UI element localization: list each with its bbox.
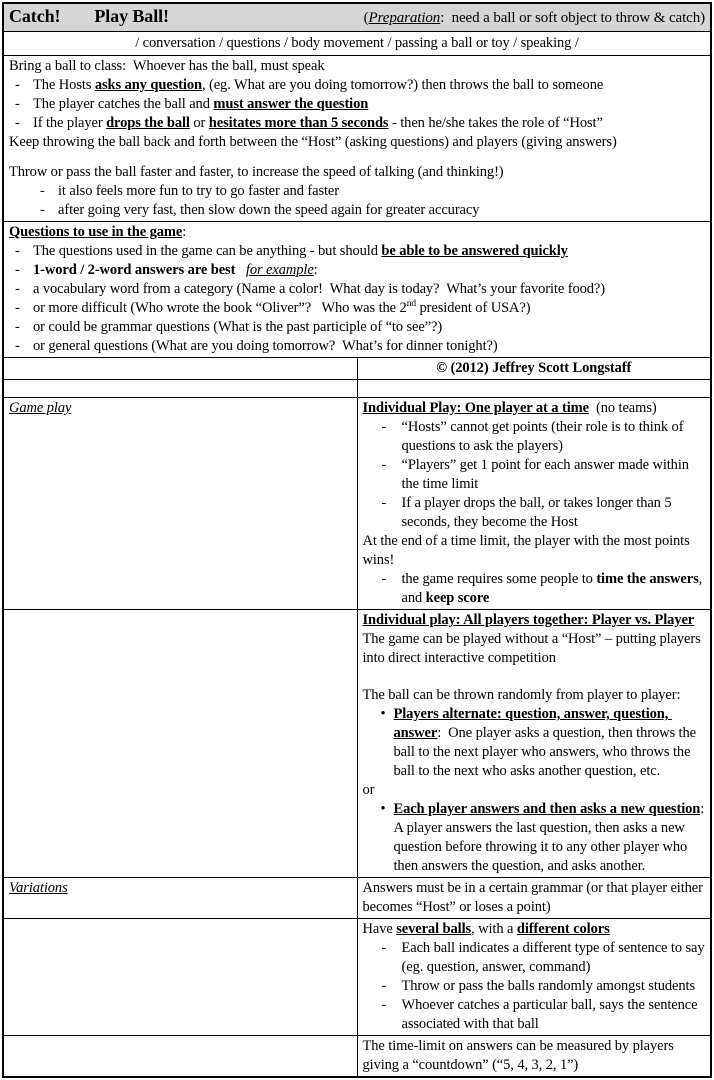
text-line	[15, 261, 705, 280]
variations-row-label: Variations	[9, 880, 68, 896]
bullet-text	[401, 939, 709, 977]
text-run: (no teams)	[588, 400, 657, 416]
bullet-marker: -	[381, 940, 387, 956]
text-run: © (2012) Jeffrey Scott Longstaff	[436, 360, 632, 376]
text-run: Individual Play: One player at a time	[362, 400, 589, 416]
title-catch: Catch!	[9, 6, 61, 26]
text-line	[15, 95, 705, 114]
text-run: time the answers	[596, 571, 699, 587]
text-line	[15, 76, 705, 95]
text-run: The time-limit on answers can be measured by players giving a “countdown” (“5, 4, 3, 2, 1”)	[362, 1038, 678, 1073]
text-run: several balls	[396, 921, 472, 937]
text-line	[15, 114, 705, 133]
bullet-marker: -	[15, 115, 20, 131]
player-vs-player-row-content-cell	[357, 610, 711, 878]
empty-row	[3, 380, 711, 398]
text-line	[363, 668, 706, 686]
bullet-text	[58, 201, 705, 220]
preparation-open-paren: (	[363, 10, 369, 26]
text-run: hesitates more than 5 seconds	[208, 115, 389, 131]
text-run: If a player drops the ball, or takes longer than 5 seconds, they become the Host	[401, 495, 676, 530]
bullet-marker: -	[15, 319, 20, 335]
bullet-marker: •	[380, 706, 386, 722]
text-line	[381, 705, 706, 781]
bullet-text	[402, 570, 706, 608]
topics-line: / conversation / questions / body movement / passing a ball or toy / speaking /	[135, 35, 579, 51]
text-run: or general questions (What are you doing tomorrow? What’s for dinner tonight?)	[33, 338, 498, 354]
bullet-marker: -	[15, 262, 20, 278]
text-run: a vocabulary word from a category (Name a color! What day is today? What’s your favorite food?)	[33, 281, 605, 297]
text-run: must answer the question	[213, 96, 369, 112]
text-line	[363, 611, 706, 630]
bullet-marker: -	[15, 300, 20, 316]
bullet-marker: •	[380, 801, 386, 817]
text-run: after going very fast, then slow down the speed again for greater accuracy	[58, 202, 480, 218]
bullet-text	[402, 456, 706, 494]
text-run: it also feels more fun to try to go faster and faster	[58, 183, 339, 199]
bullet-marker: -	[15, 281, 20, 297]
bullet-text	[394, 705, 706, 781]
text-line	[9, 133, 705, 152]
text-run: The game can be played without a “Host” – putting players into direct interactive competition	[362, 631, 705, 666]
text-run: :	[182, 224, 187, 240]
text-run: keep score	[425, 590, 490, 606]
text-line	[363, 381, 706, 396]
text-run: president of USA?)	[416, 300, 531, 316]
questions-row-content-cell	[3, 222, 711, 358]
text-line	[382, 418, 706, 456]
text-line	[363, 920, 706, 939]
game-play-row-content-cell	[357, 398, 711, 610]
text-line	[363, 532, 706, 570]
bullet-text	[402, 418, 706, 456]
preparation-label: Preparation	[368, 10, 441, 26]
text-line	[363, 879, 706, 917]
several-balls-row	[3, 919, 711, 1036]
variations-row-content-cell	[357, 878, 711, 919]
text-run: Each ball indicates a different type of sentence to say (eg. question, answer, command)	[401, 940, 709, 975]
text-run: Bring a ball to class: Whoever has the ball, must speak	[9, 58, 325, 74]
text-run: the game requires some people to	[401, 571, 597, 587]
text-run: Questions to use in the game	[9, 224, 183, 240]
text-run: The questions used in the game can be anything - but should	[33, 243, 382, 259]
text-run: Individual play: All players together: Player vs. Player	[362, 612, 695, 628]
countdown-row-label-cell	[3, 1036, 357, 1078]
bullet-text	[402, 977, 706, 996]
title-play-ball: Play Ball!	[94, 6, 169, 26]
header-content	[9, 7, 705, 28]
copyright-row-content-cell	[357, 358, 711, 380]
player-vs-player-row-label-cell	[3, 610, 357, 878]
text-run: The ball can be thrown randomly from player to player:	[362, 687, 681, 703]
variations-row	[3, 878, 711, 919]
several-balls-row-content-cell	[357, 919, 711, 1036]
document-body	[3, 3, 711, 1077]
copyright-row	[3, 358, 711, 380]
text-line	[363, 686, 706, 705]
text-run: or	[189, 115, 209, 131]
text-line	[9, 57, 705, 76]
topics-cell	[3, 32, 711, 56]
bullet-marker: -	[381, 571, 387, 587]
text-run: Keep throwing the ball back and forth between the “Host” (asking questions) and players (giving answers)	[9, 134, 617, 150]
text-line	[382, 570, 706, 608]
text-line	[15, 280, 705, 299]
game-play-row-label: Game play	[9, 400, 72, 416]
text-run: Throw or pass the ball faster and faster, to increase the speed of talking (and thinking!)	[9, 164, 504, 180]
preparation-note	[364, 9, 705, 28]
text-line	[9, 223, 705, 242]
text-run: The player catches the ball and	[33, 96, 214, 112]
text-run: or	[362, 782, 375, 798]
text-line	[363, 630, 706, 668]
preparation-text: : need a ball or soft object to throw & catch)	[440, 10, 705, 26]
bullet-text	[33, 242, 705, 261]
bullet-text	[33, 114, 705, 133]
text-line	[9, 152, 705, 163]
text-run: If the player	[33, 115, 107, 131]
text-run: At the end of a time limit, the player with the most points wins!	[362, 533, 694, 568]
bullet-text	[394, 800, 706, 876]
document-table	[2, 2, 712, 1078]
text-run: different colors	[516, 921, 610, 937]
text-run: Have	[362, 921, 397, 937]
bullet-marker: -	[381, 495, 387, 511]
bullet-marker: -	[381, 419, 387, 435]
bullet-text	[33, 261, 705, 280]
bullet-text	[33, 280, 705, 299]
game-play-row-label-cell	[3, 398, 357, 610]
bullet-text	[33, 76, 705, 95]
text-run: Players alternate: question, answer, question, answer	[393, 706, 672, 741]
text-run: - then he/she takes the role of “Host”	[388, 115, 603, 131]
text-line	[382, 996, 706, 1034]
bullet-marker: -	[381, 978, 387, 994]
game-play-row	[3, 398, 711, 610]
text-run: Each player answers and then asks a new question	[393, 801, 701, 817]
text-run: “Hosts” cannot get points (their role is to think of questions to ask the players)	[401, 419, 687, 454]
text-run: : A player answers the last question, then asks a new question before throwing it to any other player who then answers the question, and asks another.	[393, 801, 707, 874]
text-line	[382, 494, 706, 532]
empty-row-label-cell	[3, 380, 357, 398]
rules-row-content-cell	[3, 56, 711, 222]
text-run: The Hosts	[33, 77, 95, 93]
bullet-text	[33, 337, 705, 356]
questions-row	[3, 222, 711, 358]
bullet-marker: -	[15, 243, 20, 259]
variations-row-label-cell	[3, 878, 357, 919]
text-run: Whoever catches a particular ball, says the sentence associated with that ball	[401, 997, 701, 1032]
header-cell	[3, 3, 711, 32]
text-line	[381, 800, 706, 876]
text-line	[9, 163, 705, 182]
several-balls-row-label-cell	[3, 919, 357, 1036]
bullet-text	[402, 996, 706, 1034]
text-run: “Players” get 1 point for each answer made within the time limit	[401, 457, 693, 492]
bullet-marker: -	[381, 997, 387, 1013]
bullet-text	[33, 318, 705, 337]
text-line	[15, 299, 705, 318]
text-run: drops the ball	[106, 115, 190, 131]
text-run: , and	[401, 571, 706, 606]
text-run: 1-word / 2-word answers are best	[33, 262, 236, 278]
text-line	[381, 939, 709, 977]
bullet-text	[402, 494, 706, 532]
text-line	[40, 201, 705, 220]
bullet-marker: -	[40, 183, 45, 199]
text-line	[363, 781, 706, 800]
text-run: :	[313, 262, 318, 278]
bullet-marker: -	[381, 457, 387, 473]
text-run: , with a	[471, 921, 517, 937]
player-vs-player-row	[3, 610, 711, 878]
text-run	[235, 262, 246, 278]
text-run: : One player asks a question, then throws the ball to the next player who answers, who throws the ball to the next who asks another question, etc.	[393, 725, 700, 779]
text-run: or more difficult (Who wrote the book “Oliver”? Who was the 2	[33, 300, 407, 316]
text-run: or could be grammar questions (What is the past participle of “to see”?)	[33, 319, 443, 335]
bullet-marker: -	[15, 77, 20, 93]
text-line	[15, 337, 705, 356]
text-line	[15, 318, 705, 337]
header-row	[3, 3, 711, 32]
bullet-marker: -	[15, 96, 20, 112]
text-line	[382, 977, 706, 996]
text-line	[363, 359, 706, 378]
text-run: asks any question	[94, 77, 202, 93]
countdown-row-content-cell	[357, 1036, 711, 1078]
text-line	[40, 182, 705, 201]
bullet-text	[33, 299, 705, 318]
text-run: , (eg. What are you doing tomorrow?) then throws the ball to someone	[201, 77, 604, 93]
text-run: nd	[406, 299, 416, 310]
text-line	[382, 456, 706, 494]
copyright-row-label-cell	[3, 358, 357, 380]
rules-row	[3, 56, 711, 222]
text-run: Answers must be in a certain grammar (or that player either becomes “Host” or loses a point)	[362, 880, 707, 915]
text-run: for example	[245, 262, 314, 278]
bullet-text	[58, 182, 705, 201]
text-run: be able to be answered quickly	[381, 243, 568, 259]
text-line	[363, 399, 706, 418]
countdown-row	[3, 1036, 711, 1078]
text-line	[15, 242, 705, 261]
bullet-marker: -	[15, 338, 20, 354]
topics-row	[3, 32, 711, 56]
text-line	[363, 1037, 706, 1075]
empty-row-content-cell	[357, 380, 711, 398]
bullet-text	[33, 95, 705, 114]
text-run: Throw or pass the balls randomly amongst students	[401, 978, 696, 994]
bullet-marker: -	[40, 202, 45, 218]
